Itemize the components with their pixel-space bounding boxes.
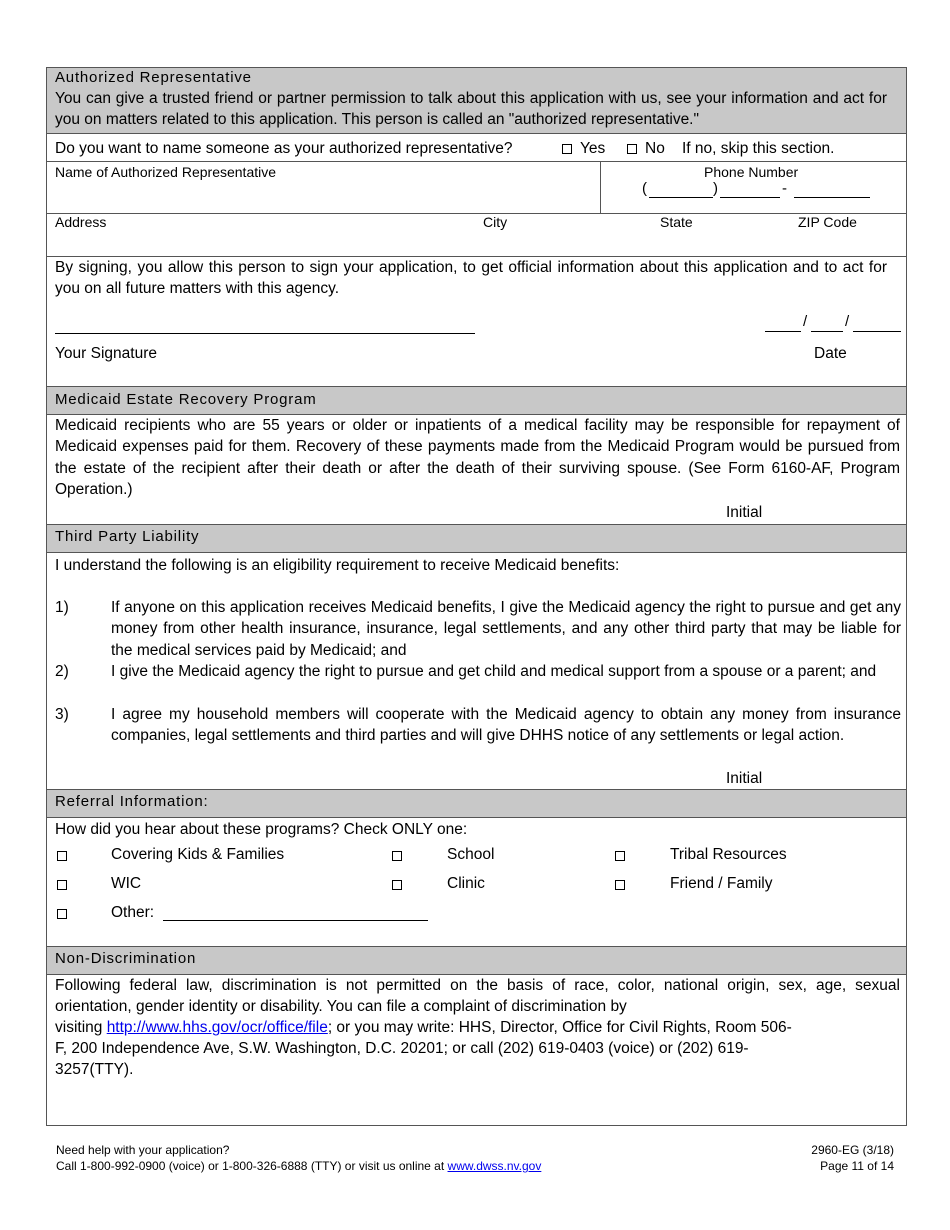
estate-initial-label[interactable]: Initial [726,504,763,521]
auth-rep-header [47,68,906,134]
footer-help: Need help with your application? [56,1143,230,1157]
skip-note: If no, skip this section. [682,140,835,157]
option-wic-checkbox[interactable] [57,880,67,890]
state-label: State [660,214,693,230]
option-covering-kids-checkbox[interactable] [57,851,67,861]
footer-contact [56,1158,541,1174]
yes-checkbox[interactable] [562,144,572,154]
option-wic-label: WIC [111,875,142,892]
after-link-text: ; or you may write: HHS, Director, Office for Civil Rights, Room 506- [327,1019,792,1036]
referral-question: How did you hear about these programs? Check ONLY one: [55,821,468,838]
tpl-header [47,525,906,553]
auth-rep-heading: Authorized Representative [55,69,252,86]
form-number: 2960-EG (3/18) [811,1143,894,1157]
option-school-label: School [447,846,495,863]
nondisc-line-3 [55,1017,792,1038]
tpl-item-2-text: I give the Medicaid agency the right to pursue and get child and medical support from a spouse or a parent; and [111,663,877,680]
tpl-item-3-num: 3) [55,706,69,723]
option-clinic-checkbox[interactable] [392,880,402,890]
tpl-item-2-num: 2) [55,663,69,680]
tpl-item-3-text: I agree my household members will cooperate with the Medicaid agency to obtain any money from insurance companies, legal settlements and third parties and will give DHHS notice of any settlements or legal action. [111,706,901,745]
name-phone-row [47,162,906,214]
estate-body-row [47,415,906,525]
no-checkbox[interactable] [627,144,637,154]
signature-row [47,257,906,387]
address-label: Address [55,214,107,230]
address-row[interactable] [47,214,906,257]
estate-header [47,387,906,415]
other-input-line[interactable] [163,920,428,921]
visiting-text: visiting [55,1019,107,1036]
yes-label: Yes [580,140,606,157]
referral-header [47,790,906,818]
option-tribal-label: Tribal Resources [670,846,787,863]
tpl-body-row [47,553,906,790]
city-label: City [483,214,508,230]
footer-call-text: Call 1-800-992-0900 (voice) or 1-800-326-6888 (TTY) or visit us online at [56,1159,448,1173]
zip-label: ZIP Code [798,214,857,230]
page-number: Page 11 of 14 [820,1159,894,1173]
estate-text: Medicaid recipients who are 55 years or older or inpatients of a medical facility may be responsible for repayment of Medicaid expenses paid for them. Recovery of these payments made from the Medicaid Program would be pursued from the estate of the recipient after their death or after the death of their surviving spouse. (See Form 6160-AF, Program Operation.) [55,417,900,498]
nondisc-heading: Non-Discrimination [55,950,197,967]
no-label: No [645,140,665,157]
option-other-checkbox[interactable] [57,909,67,919]
name-label: Name of Authorized Representative [55,164,277,180]
consent-text: By signing, you allow this person to sign your application, to get official information about this application and to act for you on all future matters with this agency. [55,259,887,298]
nondisc-body-row [47,975,906,1125]
application-form-page [46,67,907,1126]
nondisc-line-4: F, 200 Independence Ave, S.W. Washington, D.C. 20201; or call (202) 619-0403 (voice) or (202) 619- [55,1040,749,1057]
option-clinic-label: Clinic [447,875,485,892]
referral-heading: Referral Information: [55,793,209,810]
signature-line[interactable] [55,333,475,334]
dwss-website-link[interactable]: www.dwss.nv.gov [447,1159,542,1173]
hhs-complaint-link[interactable]: http://www.hhs.gov/ocr/office/file [106,1019,328,1036]
auth-rep-question: Do you want to name someone as your authorized representative? [55,140,513,157]
tpl-intro: I understand the following is an eligibility requirement to receive Medicaid benefits: [55,557,620,574]
signature-label: Your Signature [55,345,157,362]
phone-label: Phone Number [704,164,799,180]
option-school-checkbox[interactable] [392,851,402,861]
nondisc-text: Following federal law, discrimination is not permitted on the basis of race, color, national origin, sex, age, sexual orientation, gender identity or disability. You can file a complaint of discrimination by [55,977,900,1016]
tpl-item-1-text: If anyone on this application receives Medicaid benefits, I give the Medicaid agency the right to pursue and get any money from other health insurance, insurance, legal settlements, and any other third party that may be liable for the medical services paid by Medicaid; and [111,599,901,659]
auth-rep-question-row [47,134,906,162]
tpl-item-1-num: 1) [55,599,69,616]
option-covering-kids-label: Covering Kids & Families [111,846,285,863]
nondisc-header [47,947,906,975]
option-other-label: Other: [111,904,155,921]
option-friend-checkbox[interactable] [615,880,625,890]
tpl-heading: Third Party Liability [55,528,200,545]
auth-rep-intro: You can give a trusted friend or partner permission to talk about this application with us, see your information and act for you on matters related to this application. This person is called an "authorized representative." [55,90,887,129]
column-divider [600,162,601,214]
option-friend-label: Friend / Family [670,875,773,892]
phone-number-field[interactable]: ( ) - [642,180,882,200]
signature-date-field[interactable]: / / [765,313,905,335]
nondisc-line-5: 3257(TTY). [55,1061,134,1078]
date-label: Date [814,345,847,362]
tpl-initial-label[interactable]: Initial [726,770,763,787]
option-tribal-checkbox[interactable] [615,851,625,861]
referral-body-row [47,818,906,947]
estate-heading: Medicaid Estate Recovery Program [55,391,317,408]
